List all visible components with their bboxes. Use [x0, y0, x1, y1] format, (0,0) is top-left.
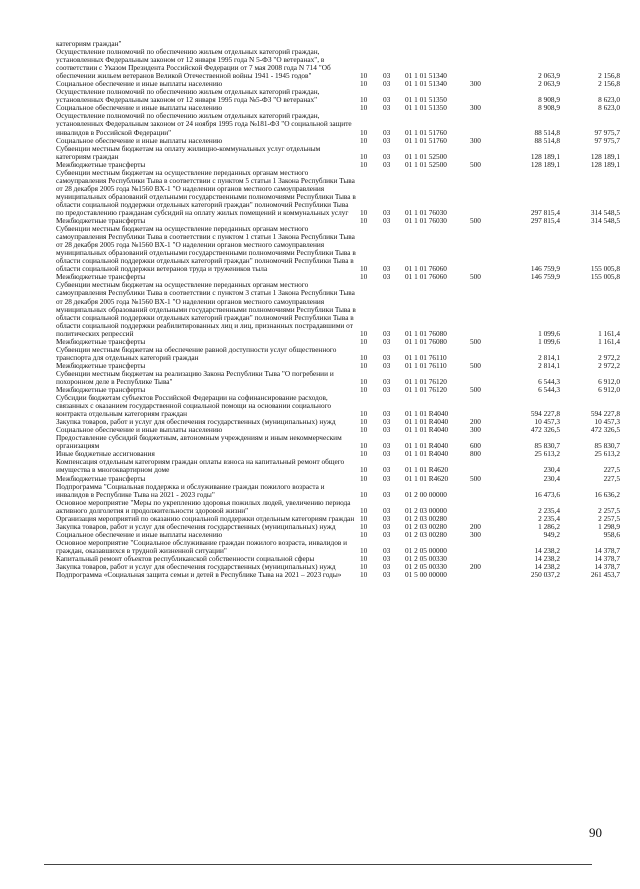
subsection-code: 03	[383, 441, 391, 451]
target-article-code: 01 1 01 R4040	[405, 425, 449, 435]
row-description: Субвенции местным бюджетам на осуществление переданных органам местного самоуправления Республики Тыва в соответствии с пунктом 1 статьи 1 Закона Республики Тыва от 28 декабря 2005 года №1560 ВХ-1 "О наделении органов местного самоуправления муниципальных образований отдельными государственными полномочиями Республики Тыва в области социальной поддержки отдельных категорий граждан" полномочий Республики Тыва в области социальной поддержки ветеранов труда и тружеников тыла	[56, 224, 356, 274]
subsection-code: 03	[383, 127, 391, 137]
subsection-code: 03	[383, 489, 391, 499]
expense-type-code: 200	[470, 417, 481, 427]
amount-2022: 2 063,9	[538, 71, 560, 81]
target-article-code: 01 1 01 R4040	[405, 441, 449, 451]
subsection-code: 03	[383, 529, 391, 539]
footer-line	[44, 864, 592, 865]
row-description: Межбюджетные трансферты	[56, 336, 146, 346]
subsection-code: 03	[383, 207, 391, 217]
row-description: Субвенции местным бюджетам на реализацию Закона Республики Тыва "О погребении и похоронном деле в Республике Тыва"	[56, 368, 334, 386]
table-row	[56, 481, 620, 499]
target-article-code: 01 2 05 00330	[405, 562, 447, 572]
section-code: 10	[360, 352, 368, 362]
row-description: Организация мероприятий по оказанию социальной поддержки отдельным категориям граждан	[56, 513, 355, 523]
amount-2023: 25 613,2	[594, 449, 620, 459]
section-code: 10	[360, 521, 368, 531]
subsection-code: 03	[383, 135, 391, 145]
amount-2022: 14 238,2	[534, 562, 560, 572]
amount-2023: 2 257,5	[598, 513, 620, 523]
row-description: Межбюджетные трансферты	[56, 385, 146, 395]
row-description: Социальное обеспечение и иные выплаты населению	[56, 425, 223, 435]
expense-type-code: 500	[470, 385, 481, 395]
amount-2023: 227,5	[603, 465, 620, 475]
target-article-code: 01 2 05 00000	[405, 545, 447, 555]
expense-type-code: 300	[470, 529, 481, 539]
amount-2022: 297 815,4	[530, 216, 560, 226]
target-article-code: 01 1 01 76060	[405, 264, 447, 274]
amount-2022: 230,4	[543, 473, 560, 483]
subsection-code: 03	[383, 409, 391, 419]
row-description: Капитальный ремонт объектов республиканской собственности социальной сферы	[56, 554, 315, 563]
amount-2023: 1 298,9	[598, 521, 620, 531]
row-description: Межбюджетные трансферты	[56, 216, 146, 226]
section-code: 10	[360, 545, 368, 555]
amount-2023: 6 912,0	[598, 376, 620, 386]
row-description: Межбюджетные трансферты	[56, 272, 146, 282]
amount-2022: 472 326,5	[530, 425, 560, 435]
target-article-code: 01 1 01 51350	[405, 103, 447, 113]
amount-2023: 97 975,7	[594, 127, 620, 137]
amount-2022: 2 814,1	[538, 352, 560, 362]
target-article-code: 01 1 01 76120	[405, 385, 447, 395]
subsection-code: 03	[383, 352, 391, 362]
row-description: Социальное обеспечение и иные выплаты населению	[56, 79, 223, 89]
section-code: 10	[360, 562, 368, 572]
amount-2022: 128 189,1	[530, 159, 560, 169]
section-code: 10	[360, 465, 368, 475]
row-description: Осуществление полномочий по обеспечению жильем отдельных категорий граждан, установленных Федеральным законом от 12 января 1995 года N 5-ФЗ "О ветеранах", в соответствии с Указом Президента Российской Федерации от 7 мая 2008 года N 714 "Об обеспечении жильем ветеранов Великой Отечественной войны 1941 - 1945 годов"	[56, 47, 331, 81]
row-description: Субвенции местным бюджетам на обеспечение равной доступности услуг общественного транспорта для отдельных категорий граждан	[56, 344, 337, 362]
table-row	[56, 537, 620, 555]
amount-2022: 1 099,6	[538, 336, 560, 346]
budget-table	[56, 39, 620, 580]
target-article-code: 01 1 01 R4040	[405, 417, 449, 427]
amount-2022: 14 238,2	[534, 554, 560, 563]
row-description: Субвенции местным бюджетам на оплату жилищно-коммунальных услуг отдельным категориям граждан	[56, 143, 321, 161]
section-code: 10	[360, 554, 368, 563]
target-article-code: 01 2 03 00000	[405, 505, 447, 515]
row-description: Межбюджетные трансферты	[56, 159, 146, 169]
amount-2023: 155 005,8	[590, 272, 620, 282]
table-row	[56, 368, 620, 386]
subsection-code: 03	[383, 505, 391, 515]
row-description: Предоставление субсидий бюджетным, автономным учреждениям и иным некоммерческим организациям	[56, 433, 342, 451]
amount-2022: 949,2	[543, 529, 560, 539]
row-description: Компенсация отдельным категориям граждан оплаты взноса на капитальный ремонт общего имущества в многоквартирном доме	[56, 457, 345, 475]
subsection-code: 03	[383, 417, 391, 427]
target-article-code: 01 1 01 76080	[405, 328, 447, 338]
amount-2022: 2 235,4	[538, 513, 560, 523]
amount-2023: 2 156,8	[598, 79, 620, 89]
expense-type-code: 200	[470, 562, 481, 572]
amount-2022: 2 814,1	[538, 360, 560, 370]
amount-2022: 14 238,2	[534, 545, 560, 555]
section-code: 10	[360, 489, 368, 499]
amount-2022: 8 908,9	[538, 95, 560, 105]
section-code: 10	[360, 513, 368, 523]
target-article-code: 01 1 01 76030	[405, 207, 447, 217]
target-article-code: 01 1 01 76030	[405, 216, 447, 226]
subsection-code: 03	[383, 360, 391, 370]
target-article-code: 01 1 01 51760	[405, 127, 447, 137]
subsection-code: 03	[383, 425, 391, 435]
target-article-code: 01 2 00 00000	[405, 489, 447, 499]
target-article-code: 01 1 01 R4040	[405, 449, 449, 459]
table-row	[56, 111, 620, 137]
table-row	[56, 457, 620, 475]
target-article-code: 01 1 01 51350	[405, 95, 447, 105]
target-article-code: 01 1 01 76080	[405, 336, 447, 346]
expense-type-code: 500	[470, 216, 481, 226]
amount-2023: 85 830,7	[594, 441, 620, 451]
section-code: 10	[360, 441, 368, 451]
amount-2023: 1 161,4	[598, 328, 620, 338]
subsection-code: 03	[383, 521, 391, 531]
expense-type-code: 300	[470, 79, 481, 89]
row-description: Осуществление полномочий по обеспечению жильем отдельных категорий граждан, установленных Федеральным законом от 12 января 1995 года №5-ФЗ "О ветеранах"	[56, 87, 320, 105]
amount-2023: 2 972,2	[598, 352, 620, 362]
subsection-code: 03	[383, 264, 391, 274]
section-code: 10	[360, 95, 368, 105]
section-code: 10	[360, 159, 368, 169]
section-code: 10	[360, 103, 368, 113]
amount-2023: 227,5	[603, 473, 620, 483]
section-code: 10	[360, 79, 368, 89]
section-code: 10	[360, 151, 368, 161]
target-article-code: 01 5 00 00000	[405, 570, 447, 580]
section-code: 10	[360, 529, 368, 539]
table-row	[56, 433, 620, 451]
row-description: Подпрограмма "Социальная поддержка и обслуживание граждан пожилого возраста и инвалидов в Республике Тыва на 2021 - 2023 годы"	[56, 481, 325, 499]
subsection-code: 03	[383, 159, 391, 169]
table-row	[56, 280, 620, 338]
target-article-code: 01 1 01 51340	[405, 79, 447, 89]
amount-2023: 2 972,2	[598, 360, 620, 370]
amount-2022: 16 473,6	[534, 489, 560, 499]
expense-type-code: 200	[470, 521, 481, 531]
amount-2023: 14 378,7	[594, 562, 620, 572]
row-description: Подпрограмма «Социальная защита семьи и детей в Республике Тыва на 2021 – 2023 годы»	[56, 570, 342, 580]
expense-type-code: 500	[470, 473, 481, 483]
section-code: 10	[360, 207, 368, 217]
table-row	[56, 47, 620, 81]
target-article-code: 01 1 01 52500	[405, 151, 447, 161]
amount-2023: 10 457,3	[594, 417, 620, 427]
section-code: 10	[360, 449, 368, 459]
table-row	[56, 393, 620, 419]
amount-2023: 261 453,7	[590, 570, 620, 580]
row-description: Субвенции местным бюджетам на осуществление переданных органам местного самоуправления Республики Тыва в соответствии с пунктом 3 статьи 1 Закона Республики Тыва от 28 декабря 2005 года №1560 ВХ-1 "О наделении органов местного самоуправления муниципальных образований отдельными государственными полномочиями Республики Тыва в области социальной поддержки отдельных категорий граждан" полномочий Республики Тыва в области социальной поддержки реабилитированных лиц и лиц, признанных пострадавшими от политических репрессий	[56, 280, 356, 338]
amount-2022: 8 908,9	[538, 103, 560, 113]
amount-2023: 314 548,5	[590, 207, 620, 217]
expense-type-code: 300	[470, 135, 481, 145]
amount-2022: 146 759,9	[530, 264, 560, 274]
amount-2022: 1 099,6	[538, 328, 560, 338]
row-description: Закупка товаров, работ и услуг для обеспечения государственных (муниципальных) нужд	[56, 562, 336, 572]
page-number: 90	[589, 825, 602, 840]
section-code: 10	[360, 127, 368, 137]
row-description: Основное мероприятие "Меры по укреплению здоровья пожилых людей, увеличению периода активного долголетия и продолжительности здоровой жизни"	[56, 497, 351, 515]
table-row	[56, 344, 620, 362]
amount-2022: 6 544,3	[538, 376, 560, 386]
row-description: Осуществление полномочий по обеспечению жильем отдельных категорий граждан, установленных Федеральным законом от 24 ноября 1995 года №181-ФЗ "О социальной защите инвалидов в Российской Федерации"	[56, 111, 352, 137]
row-description: категориям граждан"	[56, 39, 122, 48]
amount-2022: 146 759,9	[530, 272, 560, 282]
expense-type-code: 300	[470, 103, 481, 113]
section-code: 10	[360, 570, 368, 580]
subsection-code: 03	[383, 513, 391, 523]
amount-2023: 6 912,0	[598, 385, 620, 395]
amount-2023: 2 257,5	[598, 505, 620, 515]
section-code: 10	[360, 71, 368, 81]
amount-2023: 314 548,5	[590, 216, 620, 226]
amount-2023: 14 378,7	[594, 554, 620, 563]
amount-2023: 2 156,8	[598, 71, 620, 81]
amount-2022: 88 514,8	[534, 127, 560, 137]
subsection-code: 03	[383, 376, 391, 386]
subsection-code: 03	[383, 465, 391, 475]
target-article-code: 01 1 01 76110	[405, 352, 447, 362]
section-code: 10	[360, 360, 368, 370]
target-article-code: 01 2 03 00280	[405, 521, 447, 531]
subsection-code: 03	[383, 151, 391, 161]
row-description: Иные бюджетные ассигнования	[56, 449, 155, 459]
subsection-code: 03	[383, 449, 391, 459]
amount-2023: 472 326,5	[590, 425, 620, 435]
amount-2022: 230,4	[543, 465, 560, 475]
section-code: 10	[360, 505, 368, 515]
target-article-code: 01 1 01 52500	[405, 159, 447, 169]
table-row	[56, 87, 620, 105]
table-row	[56, 143, 620, 161]
target-article-code: 01 2 03 00280	[405, 513, 447, 523]
amount-2023: 128 189,1	[590, 159, 620, 169]
row-description: Основное мероприятие "Социальное обслуживание граждан пожилого возраста, инвалидов и граждан, оказавшихся в трудной жизненной ситуации"	[56, 537, 348, 555]
expense-type-code: 500	[470, 272, 481, 282]
subsection-code: 03	[383, 473, 391, 483]
amount-2023: 594 227,8	[590, 409, 620, 419]
amount-2022: 1 286,2	[538, 521, 560, 531]
amount-2023: 16 636,2	[594, 489, 620, 499]
section-code: 10	[360, 135, 368, 145]
subsection-code: 03	[383, 554, 391, 563]
amount-2022: 85 830,7	[534, 441, 560, 451]
section-code: 10	[360, 385, 368, 395]
amount-2022: 297 815,4	[530, 207, 560, 217]
target-article-code: 01 1 01 51760	[405, 135, 447, 145]
expense-type-code: 800	[470, 449, 481, 459]
section-code: 10	[360, 417, 368, 427]
target-article-code: 01 1 01 R4620	[405, 465, 449, 475]
subsection-code: 03	[383, 336, 391, 346]
amount-2023: 155 005,8	[590, 264, 620, 274]
target-article-code: 01 1 01 76120	[405, 376, 447, 386]
table-row	[56, 167, 620, 217]
subsection-code: 03	[383, 95, 391, 105]
amount-2023: 8 623,0	[598, 95, 620, 105]
row-description: Закупка товаров, работ и услуг для обеспечения государственных (муниципальных) нужд	[56, 417, 336, 427]
subsection-code: 03	[383, 562, 391, 572]
amount-2022: 594 227,8	[530, 409, 560, 419]
section-code: 10	[360, 216, 368, 226]
subsection-code: 03	[383, 103, 391, 113]
target-article-code: 01 1 01 76060	[405, 272, 447, 282]
table-row	[56, 224, 620, 274]
section-code: 10	[360, 376, 368, 386]
section-code: 10	[360, 272, 368, 282]
subsection-code: 03	[383, 79, 391, 89]
subsection-code: 03	[383, 385, 391, 395]
table-row	[56, 497, 620, 515]
amount-2023: 1 161,4	[598, 336, 620, 346]
amount-2023: 128 189,1	[590, 151, 620, 161]
row-description: Межбюджетные трансферты	[56, 473, 146, 483]
expense-type-code: 500	[470, 336, 481, 346]
row-description: Межбюджетные трансферты	[56, 360, 146, 370]
amount-2023: 958,6	[603, 529, 620, 539]
amount-2022: 2 063,9	[538, 79, 560, 89]
target-article-code: 01 1 01 76110	[405, 360, 447, 370]
amount-2022: 250 037,2	[530, 570, 560, 580]
subsection-code: 03	[383, 71, 391, 81]
target-article-code: 01 2 03 00280	[405, 529, 447, 539]
amount-2023: 8 623,0	[598, 103, 620, 113]
amount-2022: 88 514,8	[534, 135, 560, 145]
row-description: Социальное обеспечение и иные выплаты населению	[56, 529, 223, 539]
row-description: Субсидии бюджетам субъектов Российской Федерации на софинансирование расходов, связанных с оказанием государственной социальной помощи на основании социального контракта отдельным категориям граждан	[56, 393, 332, 419]
section-code: 10	[360, 264, 368, 274]
subsection-code: 03	[383, 216, 391, 226]
amount-2023: 97 975,7	[594, 135, 620, 145]
section-code: 10	[360, 409, 368, 419]
amount-2022: 6 544,3	[538, 385, 560, 395]
amount-2022: 2 235,4	[538, 505, 560, 515]
subsection-code: 03	[383, 272, 391, 282]
subsection-code: 03	[383, 545, 391, 555]
target-article-code: 01 2 05 00330	[405, 554, 447, 563]
expense-type-code: 500	[470, 159, 481, 169]
row-description: Социальное обеспечение и иные выплаты населению	[56, 135, 223, 145]
subsection-code: 03	[383, 570, 391, 580]
row-description: Субвенции местным бюджетам на осуществление переданных органам местного самоуправления Республики Тыва в соответствии с пунктом 5 статьи 1 Закона Республики Тыва от 28 декабря 2005 года №1560 ВХ-1 "О наделении органов местного самоуправления муниципальных образований отдельными государственными полномочиями Республики Тыва в области социальной поддержки отдельных категорий граждан" полномочий Республики Тыва по предоставлению гражданам субсидий на оплату жилых помещений и коммунальных услуг	[56, 167, 356, 217]
table-row	[56, 570, 620, 580]
amount-2022: 25 613,2	[534, 449, 560, 459]
section-code: 10	[360, 473, 368, 483]
row-description: Закупка товаров, работ и услуг для обеспечения государственных (муниципальных) нужд	[56, 521, 336, 531]
row-description: Социальное обеспечение и иные выплаты населению	[56, 103, 223, 113]
target-article-code: 01 1 01 R4040	[405, 409, 449, 419]
section-code: 10	[360, 336, 368, 346]
amount-2023: 14 378,7	[594, 545, 620, 555]
target-article-code: 01 1 01 51340	[405, 71, 447, 81]
section-code: 10	[360, 425, 368, 435]
expense-type-code: 300	[470, 425, 481, 435]
target-article-code: 01 1 01 R4620	[405, 473, 449, 483]
amount-2022: 10 457,3	[534, 417, 560, 427]
expense-type-code: 600	[470, 441, 481, 451]
amount-2022: 128 189,1	[530, 151, 560, 161]
subsection-code: 03	[383, 328, 391, 338]
expense-type-code: 500	[470, 360, 481, 370]
section-code: 10	[360, 328, 368, 338]
